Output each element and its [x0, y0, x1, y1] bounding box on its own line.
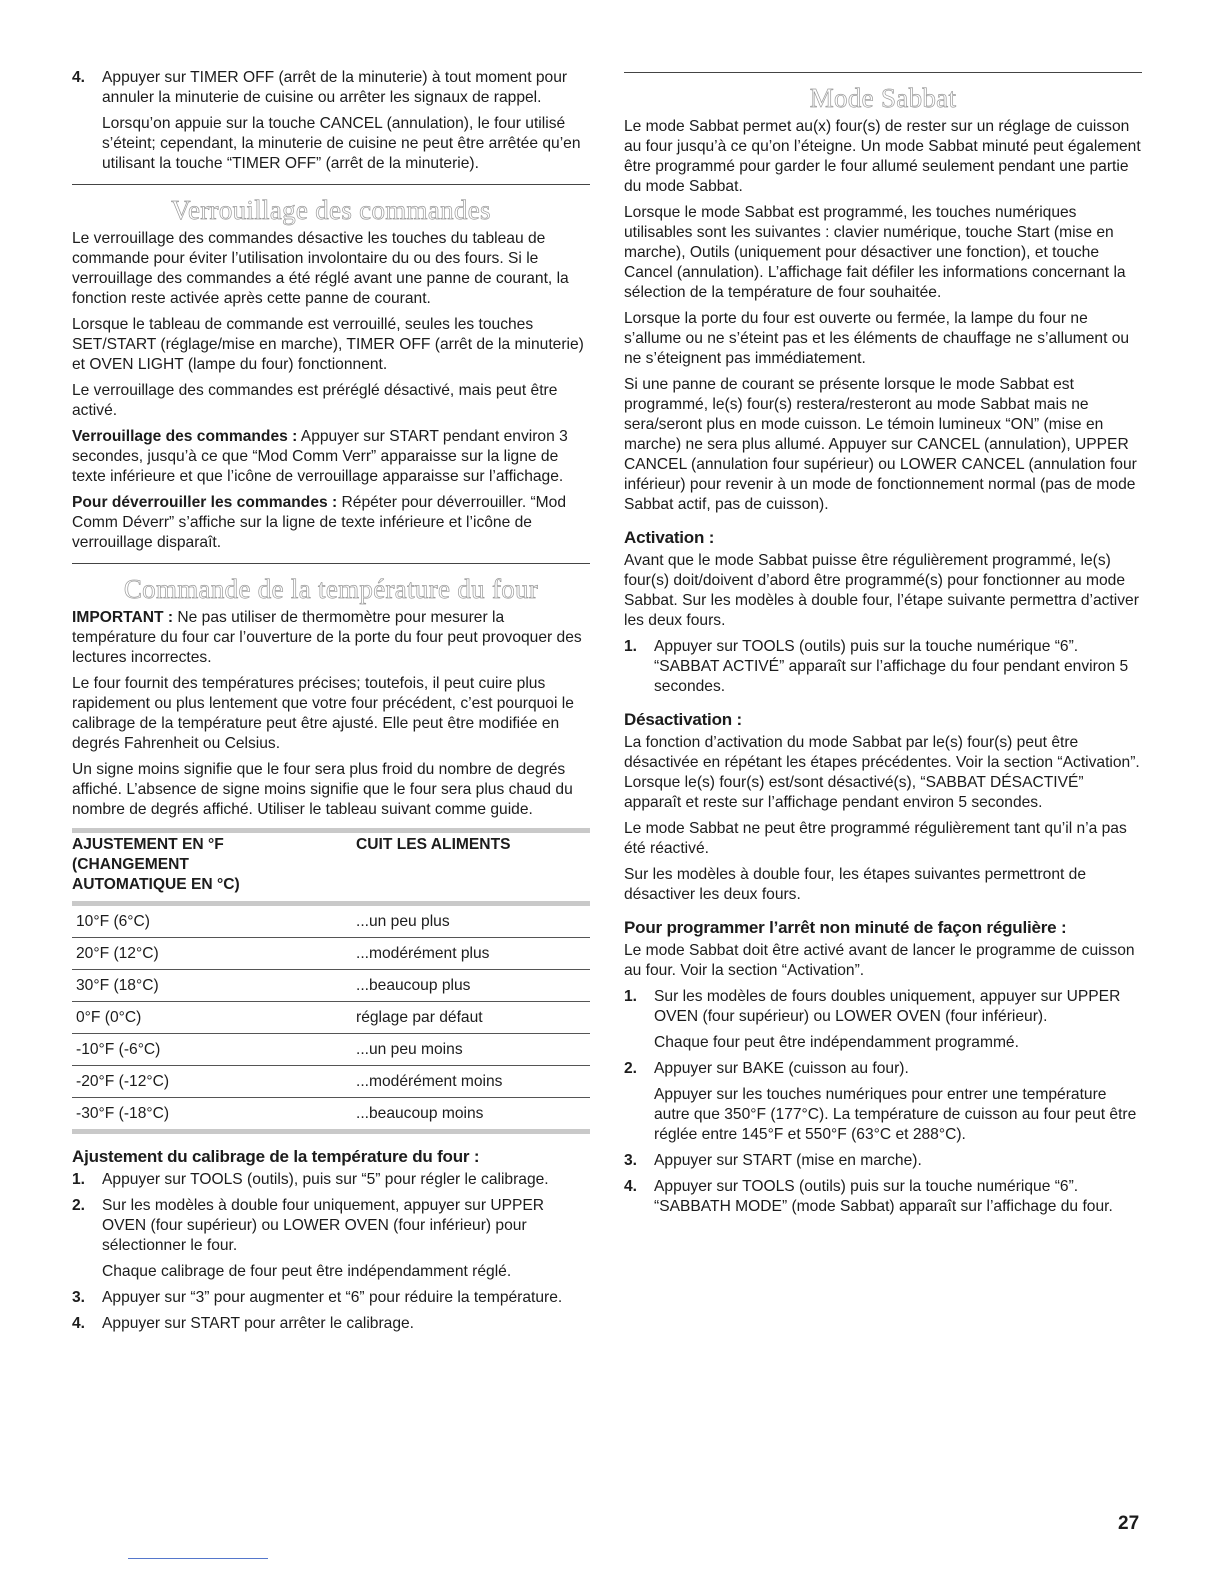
step-text: Appuyer sur BAKE (cuisson au four).: [654, 1060, 909, 1077]
paragraph: Lorsque le mode Sabbat est programmé, les touches numériques utilisables sont les suivantes : clavier numérique, touche Start (mise en marche), Outils (uniquement pour désactiver une fonction), et touche Cancel (annulation). L’affichage fait défiler les informations concernant la sélection de la température de four souhaitée.: [624, 204, 1126, 301]
step-text: Sur les modèles à double four uniquement, appuyer sur UPPER OVEN (four supérieur) ou LOWER OVEN (four inférieur) pour sélectionner le four.: [102, 1197, 545, 1254]
table-row: [72, 938, 590, 970]
paragraph: Le verrouillage des commandes est préréglé désactivé, mais peut être activé.: [72, 382, 558, 419]
section-title-temperature: Commande de la température du four: [123, 574, 539, 604]
list-item: [72, 1196, 590, 1282]
table-cell-adjustment: 10°F (6°C): [72, 904, 356, 938]
step-text: Sur les modèles de fours doubles uniquement, appuyer sur UPPER OVEN (four supérieur) ou LOWER OVEN (four inférieur).: [654, 988, 1121, 1025]
timer-off-list: [72, 68, 590, 174]
paragraph: Sur les modèles à double four, les étapes suivantes permettront de désactiver les deux fours.: [624, 866, 1087, 903]
table-cell-result: ...modérément plus: [356, 938, 590, 970]
calibration-heading: Ajustement du calibrage de la température du four :: [72, 1147, 480, 1166]
paragraph: Si une panne de courant se présente lorsque le mode Sabbat est programmé, le(s) four(s) restera/resteront au mode Sabbat mais ne sera/seront plus en mode cuisson. Le témoin lumineux “ON” (mise en marche) ne sera plus allumé. Appuyer sur CANCEL (annulation), UPPER CANCEL (annulation four supérieur) ou LOWER CANCEL (annulation four inférieur) pour revenir à un mode de fonctionnement normal (pas de mode Sabbat actif, pas de cuisson).: [624, 376, 1137, 513]
right-column: [624, 72, 1142, 1223]
calibration-table: [72, 828, 590, 1134]
table-header-row: [72, 831, 590, 904]
list-item: [624, 987, 1142, 1053]
calibration-steps: [72, 1170, 590, 1334]
list-number: 4.: [624, 1178, 638, 1195]
list-number: 4.: [72, 69, 86, 86]
paragraph: [72, 493, 590, 553]
activation-heading: Activation :: [624, 528, 715, 547]
paragraph: Le verrouillage des commandes désactive les touches du tableau de commande pour éviter l’utilisation involontaire du ou des fours. Si le verrouillage des commandes a été réglé avant une panne de courant, la fonction reste activée après cette panne de courant.: [72, 230, 569, 307]
paragraph: La fonction d’activation du mode Sabbat par le(s) four(s) peut être désactivée en répétant les étapes précédentes. Voir la section “Activation”. Lorsque le(s) four(s) est/sont désactivé(s), “SABBAT DÉSACTIVÉ” apparaît et reste sur l’affichage pendant environ 5 secondes.: [624, 734, 1140, 811]
list-number: 4.: [72, 1315, 86, 1332]
paragraph: Appuyer sur TIMER OFF (arrêt de la minuterie) à tout moment pour annuler la minuterie de cuisine ou arrêter les signaux de rappel.: [102, 69, 568, 106]
paragraph: Avant que le mode Sabbat puisse être régulièrement programmé, le(s) four(s) doit/doivent d’abord être programmé(s) pour fonctionner au mode Sabbat. Sur les modèles à double four, l’étape suivante permettra d’activer les deux fours.: [624, 552, 1139, 629]
important-text: Ne pas utiliser de thermomètre pour mesurer la température du four car l’ouverture de la porte du four peut provoquer des lectures incorrectes.: [72, 609, 582, 666]
footer-rule: [128, 1558, 268, 1559]
list-item: [624, 1151, 1142, 1171]
paragraph: Le mode Sabbat ne peut être programmé régulièrement tant qu’il n’a pas été réactivé.: [624, 820, 1127, 857]
table-cell-result: ...un peu moins: [356, 1034, 590, 1066]
paragraph: Lorsque le tableau de commande est verrouillé, seules les touches SET/START (réglage/mise en marche), TIMER OFF (arrêt de la minuterie) et OVEN LIGHT (lampe du four) fonctionnent.: [72, 316, 584, 373]
table-header-result: CUIT LES ALIMENTS: [356, 831, 590, 904]
program-heading: Pour programmer l’arrêt non minuté de façon régulière :: [624, 918, 1067, 937]
list-number: 1.: [624, 638, 638, 655]
step-subtext: Chaque four peut être indépendamment programmé.: [654, 1034, 1019, 1051]
table-cell-adjustment: -20°F (-12°C): [72, 1066, 356, 1098]
paragraph: [72, 427, 590, 487]
table-row: [72, 1034, 590, 1066]
table-cell-adjustment: 20°F (12°C): [72, 938, 356, 970]
table-cell-result: réglage par défaut: [356, 1002, 590, 1034]
table-row: [72, 1066, 590, 1098]
step-text: Appuyer sur TOOLS (outils) puis sur la touche numérique “6”. “SABBATH MODE” (mode Sabbat) apparaît sur l’affichage du four.: [654, 1178, 1113, 1215]
page-number: 27: [1118, 1513, 1140, 1534]
section-divider: [72, 184, 590, 185]
table-cell-adjustment: -30°F (-18°C): [72, 1098, 356, 1132]
header-line: (CHANGEMENT: [72, 856, 189, 873]
important-label: IMPORTANT :: [72, 609, 174, 626]
table-cell-result: ...beaucoup moins: [356, 1098, 590, 1132]
list-item: [72, 68, 590, 174]
step-text: Appuyer sur TOOLS (outils), puis sur “5” pour régler le calibrage.: [102, 1171, 549, 1188]
list-item: [624, 1177, 1142, 1217]
program-steps: [624, 987, 1142, 1217]
paragraph: [72, 608, 590, 668]
table-cell-result: ...modérément moins: [356, 1066, 590, 1098]
left-column: [72, 68, 590, 1340]
step-subtext: Appuyer sur les touches numériques pour entrer une température autre que 350°F (177°C). La température de cuisson au four peut être réglée entre 145°F et 550°F (63°C et 288°C).: [654, 1086, 1137, 1143]
paragraph: Le four fournit des températures précises; toutefois, il peut cuire plus rapidement ou plus lentement que votre four précédent, c’est pourquoi le calibrage de la température peut être ajusté. Elle peut être modifiée en degrés Fahrenheit ou Celsius.: [72, 675, 574, 752]
header-line: AJUSTEMENT EN °F: [72, 836, 224, 853]
table-cell-adjustment: -10°F (-6°C): [72, 1034, 356, 1066]
table-row: [72, 904, 590, 938]
list-item: [624, 637, 1142, 697]
list-item: [72, 1170, 590, 1190]
deactivation-heading: Désactivation :: [624, 710, 742, 729]
list-number: 2.: [72, 1197, 86, 1214]
paragraph: Lorsqu’on appuie sur la touche CANCEL (annulation), le four utilisé s’éteint; cependant, la minuterie de cuisine ne peut être arrêtée qu’en utilisant la touche “TIMER OFF” (arrêt de la minuterie).: [102, 115, 581, 172]
unlock-text: Répéter pour déverrouiller. “Mod Comm Déverr” s’affiche sur la ligne de texte inférieure et l’icône de verrouillage disparaît.: [72, 494, 567, 551]
lock-label: Verrouillage des commandes :: [72, 428, 298, 445]
section-divider: [72, 563, 590, 564]
activation-steps: [624, 637, 1142, 697]
step-text: Appuyer sur “3” pour augmenter et “6” pour réduire la température.: [102, 1289, 563, 1306]
paragraph: Un signe moins signifie que le four sera plus froid du nombre de degrés affiché. L’absence de signe moins signifie que le four sera plus chaud du nombre de degrés affiché. Utiliser le tableau suivant comme guide.: [72, 761, 573, 818]
list-item: [624, 1059, 1142, 1145]
lock-text: Appuyer sur START pendant environ 3 secondes, jusqu’à ce que “Mod Comm Verr” apparaisse sur la ligne de texte inférieure et que l’icône de verrouillage apparaisse sur l’affichage.: [72, 428, 568, 485]
step-text: Appuyer sur START pour arrêter le calibrage.: [102, 1315, 415, 1332]
table-cell-adjustment: 30°F (18°C): [72, 970, 356, 1002]
section-title-lock: Verrouillage des commandes: [171, 195, 491, 225]
table-row: [72, 1002, 590, 1034]
table-cell-adjustment: 0°F (0°C): [72, 1002, 356, 1034]
step-subtext: Chaque calibrage de four peut être indépendamment réglé.: [102, 1263, 512, 1280]
paragraph: Le mode Sabbat doit être activé avant de lancer le programme de cuisson au four. Voir la section “Activation”.: [624, 942, 1135, 979]
list-item: [72, 1314, 590, 1334]
table-header-adjustment: [72, 831, 356, 904]
section-divider: [624, 72, 1142, 73]
table-cell-result: ...beaucoup plus: [356, 970, 590, 1002]
list-number: 1.: [72, 1171, 86, 1188]
list-number: 1.: [624, 988, 638, 1005]
step-text: Appuyer sur TOOLS (outils) puis sur la touche numérique “6”. “SABBAT ACTIVÉ” apparaît sur l’affichage du four pendant environ 5 secondes.: [654, 638, 1129, 695]
header-line: AUTOMATIQUE EN °C): [72, 876, 240, 893]
table-row: [72, 970, 590, 1002]
list-number: 2.: [624, 1060, 638, 1077]
step-text: Appuyer sur START (mise en marche).: [654, 1152, 922, 1169]
paragraph: Lorsque la porte du four est ouverte ou fermée, la lampe du four ne s’allume ou ne s’éteint pas et les éléments de chauffage ne s’allument ou ne s’éteignent pas immédiatement.: [624, 310, 1130, 367]
paragraph: Le mode Sabbat permet au(x) four(s) de rester sur un réglage de cuisson au four jusqu’à ce qu’on l’éteigne. Un mode Sabbat minuté peut également être programmé pour garder le four allumé seulement pendant une partie du mode Sabbat.: [624, 118, 1141, 195]
section-title-sabbath: Mode Sabbat: [809, 83, 957, 113]
table-cell-result: ...un peu plus: [356, 904, 590, 938]
list-number: 3.: [624, 1152, 638, 1169]
table-row: [72, 1098, 590, 1132]
list-number: 3.: [72, 1289, 86, 1306]
list-item: [72, 1288, 590, 1308]
unlock-label: Pour déverrouiller les commandes :: [72, 494, 338, 511]
